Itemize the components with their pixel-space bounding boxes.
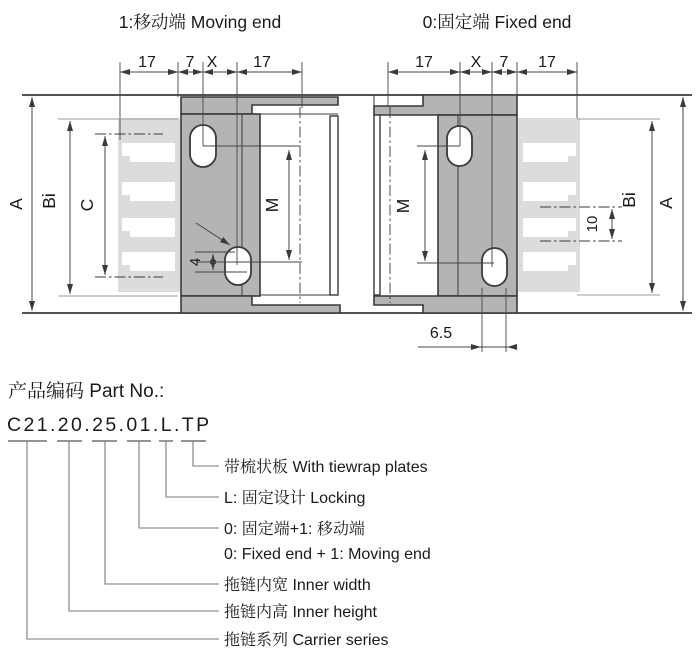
- callout-carrier-series: 拖链系列 Carrier series: [224, 632, 389, 649]
- dim-x-left: X: [206, 54, 218, 71]
- side-band-left: [330, 116, 338, 295]
- moving-end-view: [6, 12, 340, 313]
- dim-m-left: M: [262, 197, 282, 213]
- carrier-comb-right: [518, 118, 580, 292]
- dim-7-left: 7: [185, 54, 195, 71]
- moving-end-title: 1:移动端 Moving end: [118, 12, 282, 32]
- callout-inner-width: 拖链内宽 Inner width: [224, 577, 371, 594]
- dim-17-left-b: 17: [253, 54, 271, 71]
- slot-hole-lower-right: [482, 248, 507, 286]
- dim-bi-right: Bi: [619, 192, 639, 208]
- callout-end-type-en: 0: Fixed end + 1: Moving end: [224, 546, 431, 563]
- dim-10-right: 10: [584, 215, 601, 233]
- callout-end-type-cn: 0: 固定端+1: 移动端: [224, 521, 365, 538]
- dim-m-right: M: [393, 198, 413, 214]
- carrier-comb-left: [118, 118, 180, 292]
- dim-17-left-a: 17: [138, 54, 156, 71]
- callout-locking: L: 固定设计 Locking: [224, 490, 366, 507]
- dim-7-right: 7: [499, 54, 509, 71]
- dim-c-left: C: [77, 198, 97, 212]
- callout-leaders: [27, 441, 219, 639]
- side-band-right: [374, 115, 380, 295]
- callout-inner-height: 拖链内高 Inner height: [224, 604, 377, 621]
- part-no-heading: 产品编码 Part No.:: [8, 381, 165, 402]
- dim-x-right: X: [470, 54, 482, 71]
- part-no-code: C21.20.25.01.L.TP: [7, 414, 212, 436]
- fixed-end-view: [374, 12, 683, 352]
- dim-a-right: A: [656, 197, 676, 209]
- dim-4-left: 4: [187, 257, 204, 267]
- dim-a-left: A: [6, 198, 26, 210]
- callout-tiewrap-plates: 带梳状板 With tiewrap plates: [224, 459, 428, 476]
- dim-17-right-a: 17: [415, 54, 433, 71]
- fixed-end-title: 0:固定端 Fixed end: [422, 12, 572, 32]
- dim-17-right-b: 17: [538, 54, 556, 71]
- bracket-left: [181, 97, 340, 313]
- dim-bi-left: Bi: [39, 193, 59, 209]
- part-number-section: [7, 380, 431, 649]
- slot-hole-lower-left: [225, 247, 251, 285]
- dim-6.5-right: 6.5: [429, 325, 453, 342]
